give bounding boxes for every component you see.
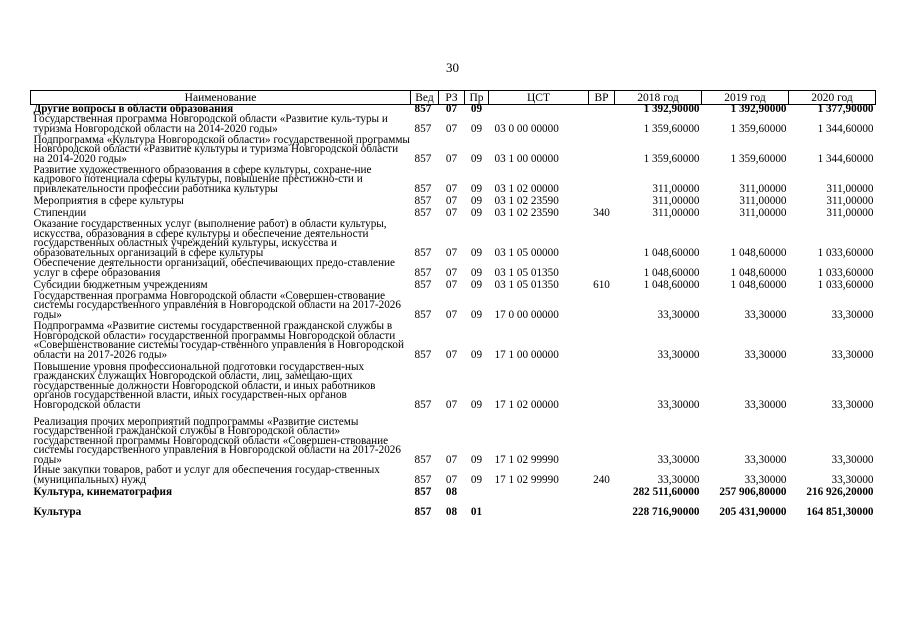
row-cst: 17 1 02 00000 — [494, 399, 559, 411]
row-2018: 1 392,90000 — [643, 103, 700, 115]
row-2020: 1 033,60000 — [817, 247, 874, 259]
row-rz: 07 — [445, 349, 458, 361]
row-name: Обеспечение деятельности организаций, обеспечивающих предо-ставление услуг в сфере образования — [33, 257, 395, 279]
row-vr — [589, 165, 615, 195]
row-pr: 09 — [470, 247, 483, 259]
row-rz: 07 — [445, 183, 458, 195]
table-row — [31, 361, 876, 411]
row-pr: 09 — [470, 349, 483, 361]
row-cst — [489, 105, 589, 115]
row-ved: 857 — [414, 474, 432, 486]
row-2020: 311,00000 — [826, 195, 874, 207]
row-vr: 610 — [593, 279, 610, 291]
row-cst: 03 1 02 23590 — [494, 195, 559, 207]
row-pr: 09 — [470, 309, 483, 321]
header-vr: ВР — [589, 91, 615, 105]
row-2019: 311,00000 — [739, 183, 787, 195]
row-name: Повышение уровня профессиональной подготовки государствен-ных гражданских служащих Новгородской области, лиц, замещаю-щих государственные должности Новгородской области, и иных работников органов государственной власти, иных государствен-ных органов Новгородской области — [33, 360, 376, 411]
table-row — [31, 195, 876, 207]
row-rz: 08 — [445, 506, 458, 518]
row-cst: 03 1 05 01350 — [494, 279, 559, 291]
row-2018: 1 048,60000 — [643, 267, 700, 279]
page-number: 30 — [446, 60, 459, 75]
table-body — [31, 105, 876, 518]
row-rz: 07 — [445, 267, 458, 279]
row-2018: 282 511,60000 — [632, 486, 700, 498]
row-ved: 857 — [414, 506, 432, 518]
row-name: Развитие художественного образования в сфере культуры, сохране-ние кадрового потенциала сферы культуры, повышение престижно-сти и привлекательности профессии работника культуры — [33, 163, 372, 195]
row-2020: 164 851,30000 — [806, 506, 874, 518]
row-rz: 07 — [445, 474, 458, 486]
row-name: Культура — [33, 506, 82, 518]
row-name: Другие вопросы в области образования — [33, 103, 234, 115]
row-vr — [589, 361, 615, 411]
header-2019: 2019 год — [702, 91, 789, 105]
row-name: Стипендии — [33, 207, 87, 219]
row-2018: 33,30000 — [657, 349, 700, 361]
row-vr — [589, 411, 615, 466]
row-2018: 1 359,60000 — [643, 153, 700, 165]
table-row — [31, 207, 876, 219]
table-row — [31, 279, 876, 291]
row-ved: 857 — [414, 153, 432, 165]
row-ved: 857 — [414, 247, 432, 259]
row-cst: 17 1 00 00000 — [494, 349, 559, 361]
row-pr: 09 — [470, 399, 483, 411]
table-row — [31, 321, 876, 361]
row-vr: 240 — [593, 474, 610, 486]
row-vr — [589, 135, 615, 165]
row-name: Субсидии бюджетным учреждениям — [33, 279, 208, 291]
row-cst: 17 1 02 99990 — [494, 454, 559, 466]
row-2018: 33,30000 — [657, 309, 700, 321]
row-2018: 311,00000 — [652, 183, 700, 195]
row-vr — [589, 195, 615, 207]
row-name: Иные закупки товаров, работ и услуг для обеспечения государ-ственных (муниципальных) нужд — [33, 464, 380, 486]
row-rz: 07 — [445, 103, 458, 115]
row-2019: 257 906,80000 — [719, 486, 787, 498]
row-ved: 857 — [414, 349, 432, 361]
row-ved: 857 — [414, 267, 432, 279]
row-2020: 1 033,60000 — [817, 279, 874, 291]
row-cst — [489, 498, 589, 518]
row-name: Реализация прочих мероприятий подпрограммы «Развитие системы государственной гражданской службы в Новгородской области» государственной программы Новгородской области «Совершен-ствование системы государственного управления в Новгородской области на 2017-2026 годы» — [33, 415, 401, 466]
row-pr — [465, 486, 489, 498]
row-ved: 857 — [414, 103, 432, 115]
row-2018: 1 048,60000 — [643, 247, 700, 259]
row-2019: 33,30000 — [744, 349, 787, 361]
row-2020: 33,30000 — [831, 454, 874, 466]
row-2018: 33,30000 — [657, 454, 700, 466]
row-rz: 07 — [445, 454, 458, 466]
row-pr: 09 — [470, 103, 483, 115]
header-cst: ЦСТ — [489, 91, 589, 105]
row-2019: 33,30000 — [744, 454, 787, 466]
header-2018: 2018 год — [615, 91, 702, 105]
row-pr: 09 — [470, 123, 483, 135]
row-rz: 07 — [445, 279, 458, 291]
row-pr: 09 — [470, 279, 483, 291]
header-pr: Пр — [465, 91, 489, 105]
table-row — [31, 486, 876, 498]
row-pr: 09 — [470, 267, 483, 279]
row-cst: 17 0 00 00000 — [494, 309, 559, 321]
table-row — [31, 498, 876, 518]
row-2019: 1 048,60000 — [730, 279, 787, 291]
row-cst: 03 0 00 00000 — [494, 123, 559, 135]
row-name: Мероприятия в сфере культуры — [33, 195, 184, 207]
row-vr — [589, 321, 615, 361]
row-cst: 03 1 05 00000 — [494, 247, 559, 259]
row-cst: 03 1 05 01350 — [494, 267, 559, 279]
row-pr: 09 — [470, 474, 483, 486]
row-rz: 07 — [445, 123, 458, 135]
row-2019: 1 359,60000 — [730, 153, 787, 165]
row-ved: 857 — [414, 399, 432, 411]
row-vr — [589, 219, 615, 259]
row-pr: 09 — [470, 153, 483, 165]
row-pr: 09 — [470, 207, 483, 219]
row-2020: 311,00000 — [826, 183, 874, 195]
row-rz: 08 — [445, 486, 458, 498]
row-name: Культура, кинематография — [33, 486, 172, 498]
row-2019: 1 048,60000 — [730, 267, 787, 279]
row-2020: 216 926,20000 — [806, 486, 874, 498]
row-2018: 1 359,60000 — [643, 123, 700, 135]
row-2018: 311,00000 — [652, 207, 700, 219]
row-2020: 311,00000 — [826, 207, 874, 219]
row-2019: 33,30000 — [744, 474, 787, 486]
row-rz: 07 — [445, 207, 458, 219]
row-ved: 857 — [414, 486, 432, 498]
row-ved: 857 — [414, 309, 432, 321]
row-pr: 09 — [470, 195, 483, 207]
table-row — [31, 291, 876, 321]
row-pr: 09 — [470, 454, 483, 466]
table-row — [31, 115, 876, 135]
row-2020: 1 377,90000 — [817, 103, 874, 115]
row-2020: 33,30000 — [831, 309, 874, 321]
row-2020: 33,30000 — [831, 399, 874, 411]
row-cst — [489, 486, 589, 498]
row-2018: 33,30000 — [657, 399, 700, 411]
row-name: Подпрограмма «Культура Новгородской области» государственной программы Новгородской области «Развитие культуры и туризма Новгородской области на 2014-2020 годы» — [33, 133, 410, 165]
row-2020: 1 344,60000 — [817, 153, 874, 165]
row-name: Оказание государственных услуг (выполнение работ) в области культуры, искусства, образования в сфере культуры и обеспечение деятельности государственных областных учреждений культуры, искусства и образовательных организаций в сфере культуры — [33, 218, 387, 259]
table-row — [31, 411, 876, 466]
row-2020: 1 033,60000 — [817, 267, 874, 279]
row-2019: 1 048,60000 — [730, 247, 787, 259]
row-vr — [589, 291, 615, 321]
row-2018: 311,00000 — [652, 195, 700, 207]
row-ved: 857 — [414, 195, 432, 207]
row-name: Подпрограмма «Развитие системы государственной гражданской службы в Новгородской области» государственной программы Новгородской области «Совершенствование системы государ-ственного управления в Новгородской области на 2017-2026 годы» — [33, 320, 404, 361]
row-vr: 340 — [593, 207, 610, 219]
row-2020: 1 344,60000 — [817, 123, 874, 135]
table-row — [31, 219, 876, 259]
row-2019: 311,00000 — [739, 195, 787, 207]
row-2019: 33,30000 — [744, 309, 787, 321]
table-row — [31, 466, 876, 486]
header-2020: 2020 год — [789, 91, 876, 105]
row-rz: 07 — [445, 195, 458, 207]
row-pr: 01 — [470, 506, 483, 518]
header-rz: РЗ — [439, 91, 465, 105]
table-row — [31, 259, 876, 279]
row-rz: 07 — [445, 247, 458, 259]
row-vr — [589, 486, 615, 498]
row-name: Государственная программа Новгородской области «Развитие куль-туры и туризма Новгородской области на 2014-2020 годы» — [33, 113, 388, 135]
header-name: Наименование — [31, 91, 411, 105]
row-2020: 33,30000 — [831, 349, 874, 361]
row-rz: 07 — [445, 153, 458, 165]
row-2018: 1 048,60000 — [643, 279, 700, 291]
row-ved: 857 — [414, 454, 432, 466]
row-cst: 03 1 00 00000 — [494, 153, 559, 165]
row-2019: 33,30000 — [744, 399, 787, 411]
row-2018: 33,30000 — [657, 474, 700, 486]
row-2019: 311,00000 — [739, 207, 787, 219]
row-2020: 33,30000 — [831, 474, 874, 486]
row-vr — [589, 498, 615, 518]
table-row — [31, 135, 876, 165]
row-cst: 17 1 02 99990 — [494, 474, 559, 486]
table-row — [31, 165, 876, 195]
row-ved: 857 — [414, 207, 432, 219]
row-cst: 03 1 02 23590 — [494, 207, 559, 219]
row-rz: 07 — [445, 399, 458, 411]
budget-table — [30, 90, 876, 518]
header-ved: Вед — [411, 91, 439, 105]
row-name: Государственная программа Новгородской области «Совершен-ствование системы государственного управления в Новгородской области на 2017-2026 годы» — [33, 289, 401, 321]
row-cst: 03 1 02 00000 — [494, 183, 559, 195]
row-2019: 205 431,90000 — [719, 506, 787, 518]
row-vr — [589, 115, 615, 135]
row-ved: 857 — [414, 279, 432, 291]
row-rz: 07 — [445, 309, 458, 321]
row-vr — [589, 259, 615, 279]
row-2019: 1 392,90000 — [730, 103, 787, 115]
row-2018: 228 716,90000 — [632, 506, 700, 518]
row-pr: 09 — [470, 183, 483, 195]
row-vr — [589, 105, 615, 115]
row-ved: 857 — [414, 123, 432, 135]
row-ved: 857 — [414, 183, 432, 195]
row-2019: 1 359,60000 — [730, 123, 787, 135]
